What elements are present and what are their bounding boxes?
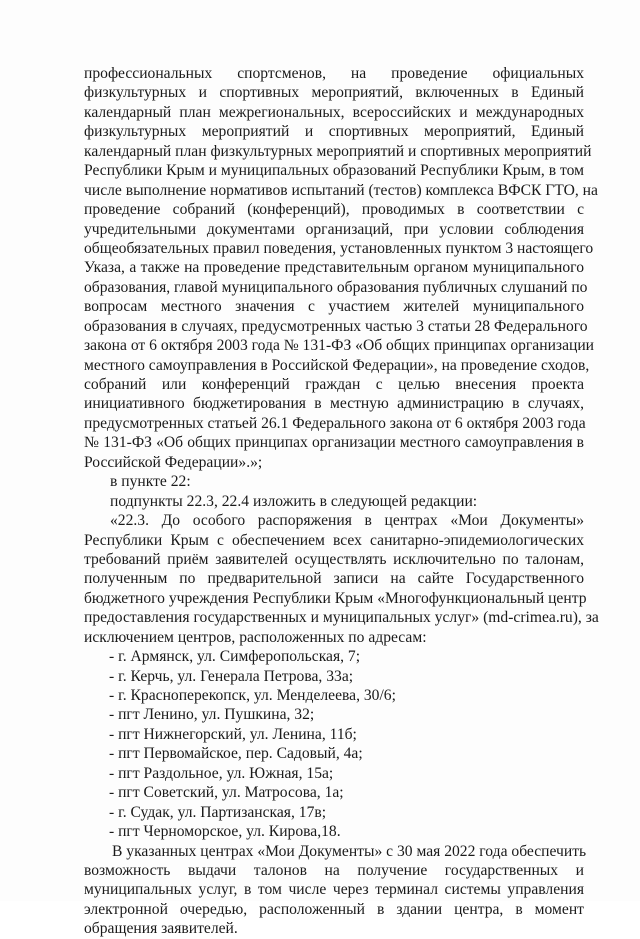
text-line: профессиональных спортсменов, на проведение официальных [84,65,584,82]
text-line: местного самоуправления в Российской Федерации», на проведение сходов, [84,356,590,374]
text-line: обращения заявителей. [84,920,238,938]
text-line: учредительными документами организаций, при условии соблюдения [84,220,584,238]
address-list-item: - пгт Черноморское, ул. Кирова,18. [109,823,341,841]
text-line: предоставления государственных и муниципальных услуг» (md-crimea.ru), за [84,609,599,627]
text-line: закона от 6 октября 2003 года № 131-ФЗ «Об общих принципах организации [84,337,595,355]
text-line: предусмотренных статьей 26.1 Федерального закона от 6 октября 2003 года [84,414,586,432]
text-line: проведение собраний (конференций), проводимых в соответствии с [84,201,584,219]
text-line: В указанных центрах «Мои Документы» с 30 мая 2022 года обеспечить [112,842,587,860]
text-line: полученным по предварительной записи на сайте Государственного [84,570,584,588]
text-line: физкультурных мероприятий и спортивных мероприятий, Единый [84,123,584,141]
text-line: исключением центров, расположенных по адресам: [84,628,427,646]
address-list-item: - пгт Советский, ул. Матросова, 1а; [109,784,344,802]
text-line: образования в случаях, предусмотренных частью 3 статьи 28 Федерального [84,317,588,335]
text-line: требований приём заявителей осуществлять исключительно по талонам, [84,550,584,568]
text-line: муниципальных услуг, в том числе через терминал системы управления [84,881,584,899]
address-list-item: - г. Судак, ул. Партизанская, 17в; [109,803,327,821]
text-line: Российской Федерации».»; [84,453,263,471]
text-line: Указа, а также на проведение представительным органом муниципального [84,259,584,277]
address-list-item: - г. Красноперекопск, ул. Менделеева, 30/6; [109,687,396,704]
text-line: собраний или конференций граждан с целью внесения проекта [84,376,584,393]
address-list-item: - пгт Первомайское, пер. Садовый, 4а; [109,745,363,763]
address-list-item: - пгт Раздольное, ул. Южная, 15а; [109,764,334,782]
text-line: № 131-ФЗ «Об общих принципах организации местного самоуправления в [84,434,584,452]
text-line: календарный план межрегиональных, всероссийских и международных [84,103,584,121]
address-list-item: - пгт Ленино, ул. Пушкина, 32; [109,706,315,724]
text-line: бюджетного учреждения Республики Крым «Многофункциональный центр [84,589,587,607]
text-line: общеобязательных правил поведения, установленных пунктом 3 настоящего [84,239,594,257]
text-line: возможность выдачи талонов на получение государственных и [84,861,584,879]
address-list-item: - г. Армянск, ул. Симферопольская, 7; [109,648,361,666]
text-line: инициативного бюджетирования в местную администрацию в случаях, [84,395,584,413]
text-line: в пункте 22: [110,473,191,491]
document-body [84,64,599,939]
text-line: физкультурных и спортивных мероприятий, включенных в Единый [84,84,584,102]
text-line: Республики Крым и муниципальных образований Республики Крым, в том [84,162,584,180]
text-line: подпункты 22.3, 22.4 изложить в следующей редакции: [110,492,478,510]
text-line: Республики Крым с обеспечением всех санитарно-эпидемиологических [84,531,584,549]
address-list-item: - г. Керчь, ул. Генерала Петрова, 33а; [109,667,354,685]
text-line: числе выполнение нормативов испытаний (тестов) комплекса ВФСК ГТО, на [84,181,598,199]
text-line: образования, главой муниципального образования публичных слушаний по [84,278,588,296]
address-list-item: - пгт Нижнегорский, ул. Ленина, 11б; [109,725,357,743]
text-line: календарный план физкультурных мероприятий и спортивных мероприятий [84,142,592,160]
text-line: электронной очередью, расположенный в здании центра, в момент [84,900,584,918]
text-line: вопросам местного значения с участием жителей муниципального [84,298,584,316]
text-line: «22.3. До особого распоряжения в центрах «Мои Документы» [110,512,584,530]
